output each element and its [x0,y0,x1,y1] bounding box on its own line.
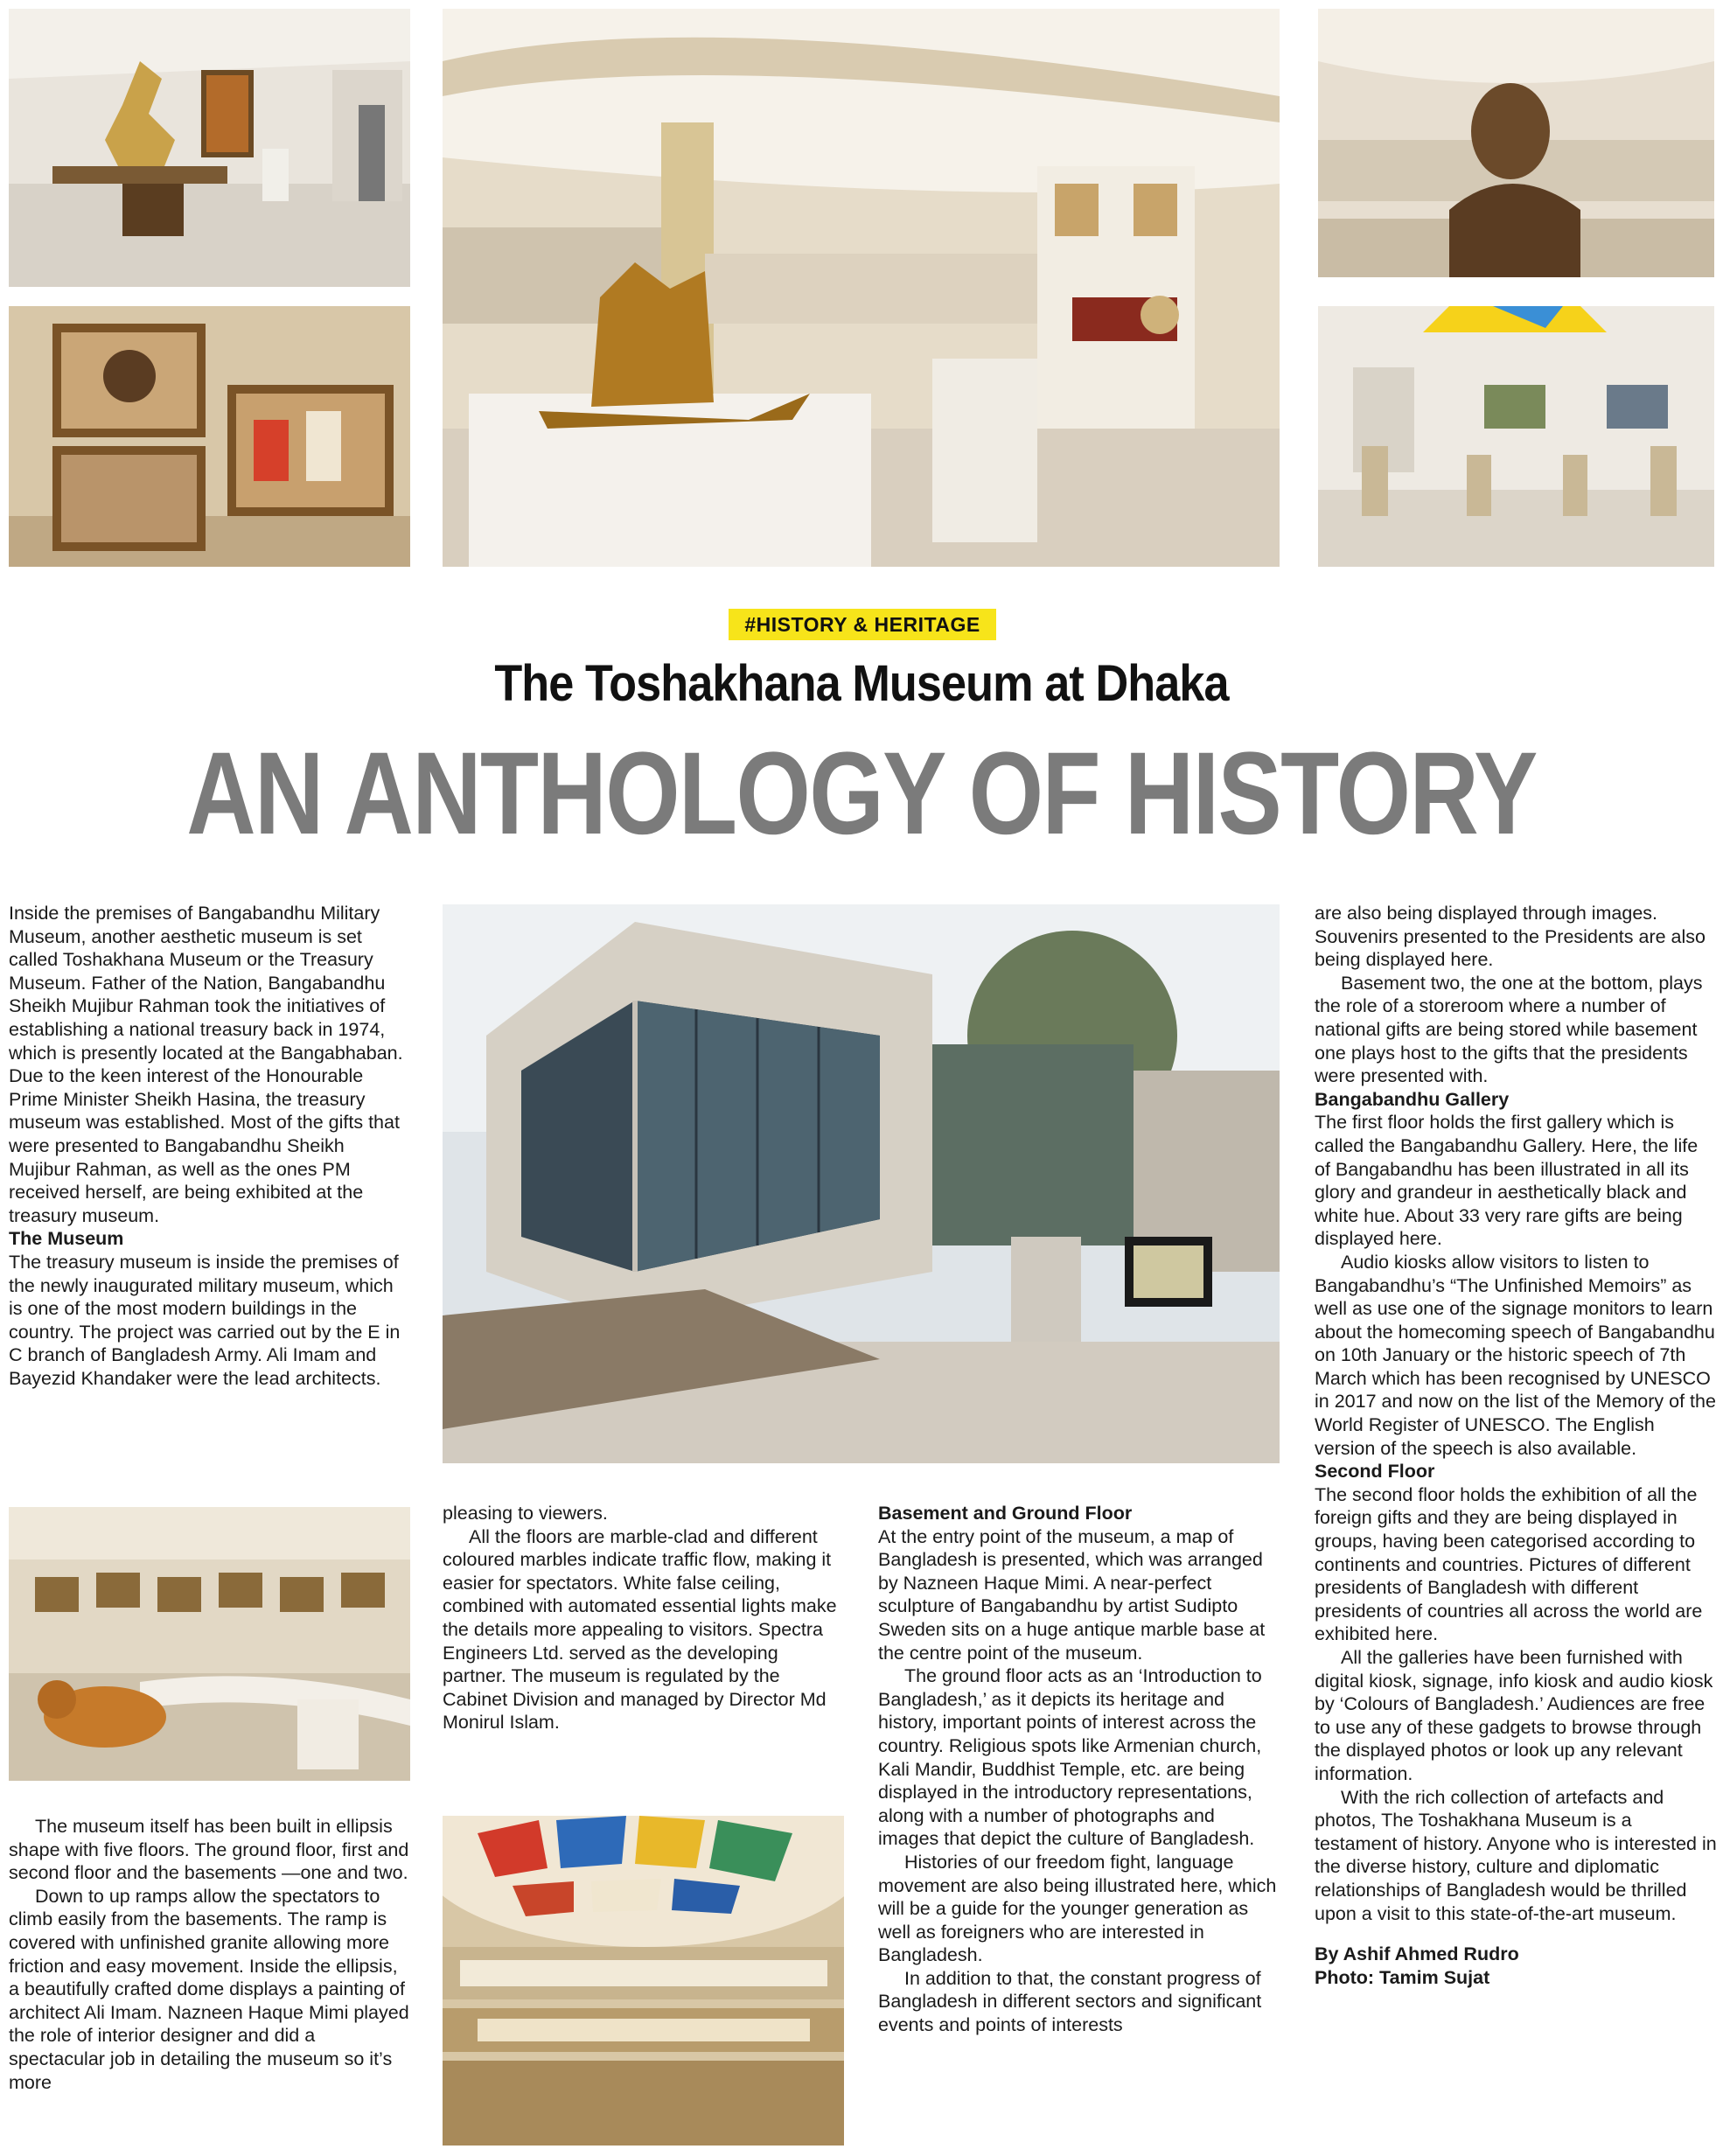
section-tag: #HISTORY & HERITAGE [729,609,996,640]
paragraph: are also being displayed through images. Souvenirs presented to the Presidents are also being displayed here. [1315,903,1706,971]
paragraph: The first floor holds the first gallery which is called the Bangabandhu Gallery. Here, the life of Bangabandhu has been illustrated in all its glory and grandeur in aesthetically black and white hue. About 33 very rare gifts are being displayed here. [1315,1112,1699,1250]
section-heading-museum: The Museum [9,1228,124,1250]
paragraph: All the floors are marble-clad and different coloured marbles indicate traffic flow, making it easier for spectators. White false ceiling, combined with automated essential lights make the details more appealing to visitors. Spectra Engineers Ltd. served as the developing partner. The museum is regulated by the Cabinet Division and managed by Director Md Monirul Islam. [443,1525,837,1734]
paragraph: All the galleries have been furnished with digital kiosk, signage, info kiosk and audio kiosk by ‘Colours of Bangladesh.’ Audiences are free to use any of these gadgets to browse through the displayed photos or look up any relevant information. [1315,1647,1713,1784]
paragraph: Histories of our freedom fight, language movement are also being illustrated here, which will be a guide for the younger generation as well as foreigners who are interested in Bangladesh. [878,1851,1277,1966]
paragraph: pleasing to viewers. [443,1503,608,1524]
photo-dome-atrium [443,1816,844,2146]
photo-portrait-frames [9,306,410,567]
paragraph: The second floor holds the exhibition of all the foreign gifts and they are being displayed in groups, having been categorised according to continents and countries. Pictures of different presidents of Bangladesh with different presidents of countries all across the world are exhibited here. [1315,1483,1703,1645]
paragraph: Basement two, the one at the bottom, plays the role of a storeroom where a number of national gifts are being stored while basement one plays host to the gifts that the presidents were presented with. [1315,972,1703,1087]
section-heading-gallery: Bangabandhu Gallery [1315,1088,1510,1110]
article-column-4 [1315,902,1717,1989]
article-column-1-continued [9,1815,411,2094]
paragraph: The museum itself has been built in ellipsis shape with five floors. The ground floor, first and second floor and the basements —one and two. [9,1816,409,1884]
article-column-2 [443,1502,845,1734]
photo-building-exterior [443,904,1280,1463]
article-column-3 [878,1502,1280,2037]
paragraph: With the rich collection of artefacts and photos, The Toshakhana Museum is a testament of history. Anyone who is interested in the diverse history, culture and diplomatic relationships of Bangladesh would be thrilled upon a visit to this state-of-the-art museum. [1315,1786,1717,1924]
photo-map-gallery [9,9,410,287]
section-heading-second-floor: Second Floor [1315,1461,1435,1483]
paragraph: Inside the premises of Bangabandhu Military Museum, another aesthetic museum is set called Toshakhana Museum or the Treasury Museum. Father of the Nation, Bangabandhu Sheikh Mujibur Rahman took the initiatives of establishing a national treasury back in 1974, which is presently located at the Bangabhaban. Due to the keen interest of the Honourable Prime Minister Sheikh Hasina, the treasury museum was established. Most of the gifts that were presented to Bangabandhu Sheikh Mujibur Rahman, as well as the ones PM received herself, are being exhibited at the treasury museum. [9,903,403,1226]
photo-bust-sculpture [1318,9,1714,277]
byline-photo: Photo: Tamim Sujat [1315,1966,1490,1988]
paragraph: At the entry point of the museum, a map of Bangladesh is presented, which was arranged by Nazneen Haque Mimi. A near-perfect sculpture of Bangabandhu by artist Sudipto Sweden sits on a huge antique marble base at the centre point of the museum. [878,1525,1266,1664]
photo-boat-exhibit [443,9,1280,567]
byline-author: By Ashif Ahmed Rudro [1315,1943,1519,1965]
photo-kiosk-room [1318,306,1714,567]
paragraph: Down to up ramps allow the spectators to climb easily from the basements. The ramp is covered with unfinished granite allowing more friction and easy movement. Inside the ellipsis, a beautifully crafted dome displays a painting of architect Ali Imam. Nazneen Haque Mimi played the role of interior designer and did a spectacular job in detailing the museum so it’s more [9,1885,409,2093]
paragraph: The ground floor acts as an ‘Introduction to Bangladesh,’ as it depicts its heritage and history, important points of interest across the country. Religious spots like Armenian church, Kali Mandir, Buddhist Temple, etc. are being displayed in the introductory representations, along with a number of photographs and images that depict the culture of Bangladesh. [878,1665,1262,1850]
article-column-1 [9,902,411,1390]
paragraph: In addition to that, the constant progress of Bangladesh in different sectors and significant events and points of interests [878,1967,1262,2036]
photo-gallery-tiger [9,1507,410,1781]
article-headline: AN ANTHOLOGY OF HISTORY [186,729,1537,859]
section-heading-basement: Basement and Ground Floor [878,1503,1133,1524]
paragraph: The treasury museum is inside the premises of the newly inaugurated military museum, which is one of the most modern buildings in the country. The project was carried out by the E in C branch of Bangladesh Army. Ali Imam and Bayezid Khandaker were the lead architects. [9,1251,401,1389]
paragraph: Audio kiosks allow visitors to listen to Bangabandhu’s “The Unfinished Memoirs” as well as use one of the signage monitors to learn about the homecoming speech of Bangabandhu on 10th January or the historic speech of 7th March which has been recognised by UNESCO in 2017 and now on the list of the Memory of the World Register of UNESCO. The English version of the speech is also available. [1315,1251,1716,1459]
article-subtitle: The Toshakhana Museum at Dhaka [494,655,1229,712]
